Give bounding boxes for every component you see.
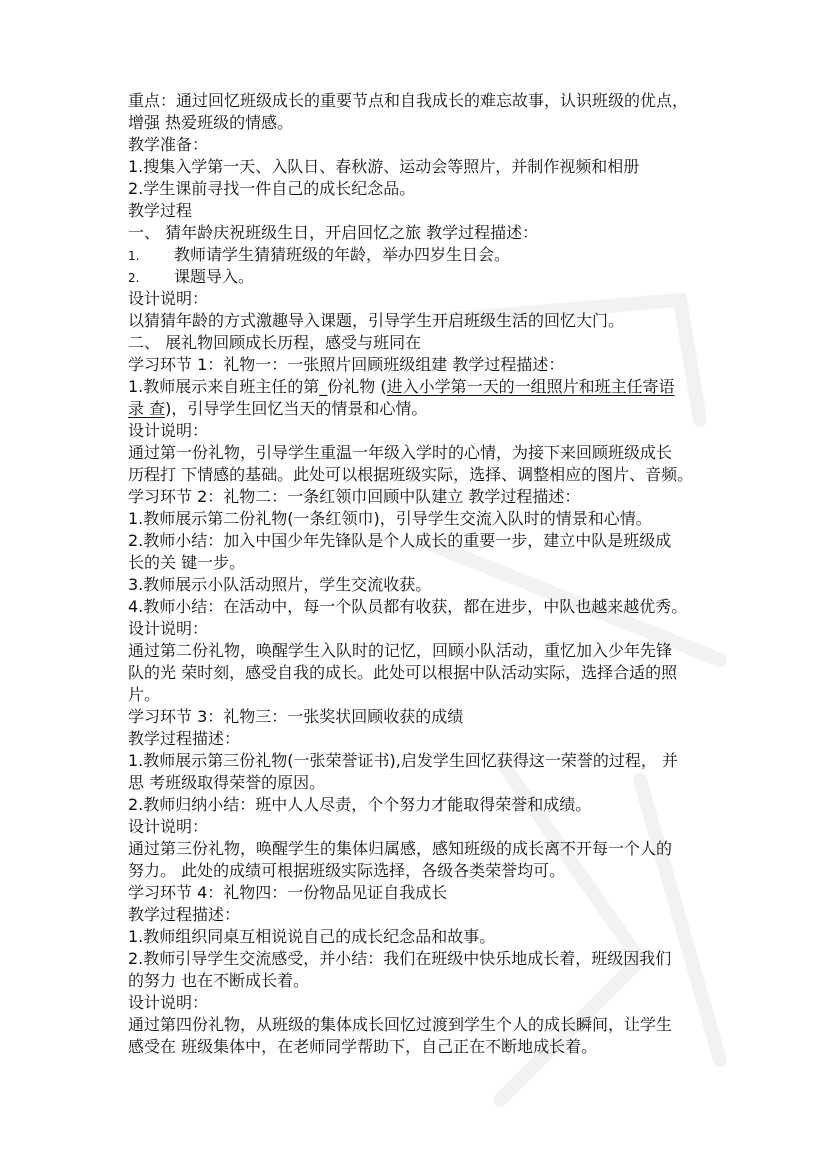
text-line: 1.搜集入学第一天、入队日、春秋游、运动会等照片，并制作视频和相册 [128,157,640,176]
text-line: 设计说明： [128,421,209,440]
text-line: 学习环节 4：礼物四：一份物品见证自我成长 [128,883,448,902]
text-line: 重点：通过回忆班级成长的重要节点和自我成长的难忘故事，认识班级的优点， [128,91,689,110]
text-line: 增强 热爱班级的情感。 [128,113,294,132]
text-line: 教学过程描述： [128,729,241,748]
text-line: 的努力 也在不断成长着。 [128,971,310,990]
text-line: 以猜猜年龄的方式激趣导入课题，引导学生开启班级生活的回忆大门。 [128,311,625,330]
text-line: 二、 展礼物回顾成长历程，感受与班同在 [128,333,422,352]
line-text: )，引导学生回忆当天的情景和心情。 [165,399,428,418]
text-line: 片。 [128,685,161,704]
text-line: 1.教师展示第三份礼物(一张荣誉证书),启发学生回忆获得这一荣誉的过程， 并 [128,751,678,770]
text-line: 教学过程描述： [128,905,241,924]
text-line: 通过第三份礼物，唤醒学生的集体归属感，感知班级的成长离不开每一个人的 [128,839,673,858]
text-line: 学习环节 2：礼物二：一条红领巾回顾中队建立 教学过程描述： [128,487,581,506]
text-line [128,266,254,289]
list-number: 1. [128,249,140,263]
text-line: 队的光 荣时刻，感受自我的成长。此处可以根据中队活动实际，选择合适的照 [128,663,678,682]
text-line: 2.教师小结：加入中国少年先锋队是个人成长的重要一步，建立中队是班级成 [128,531,672,550]
text-line: 教学准备： [128,135,209,154]
text-line: 历程打 下情感的基础。此处可以根据班级实际，选择、调整相应的图片、音频。 [128,465,694,484]
text-line [128,244,510,267]
text-line: 2.教师归纳小结：班中人人尽责，个个努力才能取得荣誉和成绩。 [128,795,592,814]
text-line: 设计说明： [128,619,209,638]
line-text: 1.教师展示来自班主任的第_份礼物 ( [128,377,387,396]
text-line: 通过第一份礼物，引导学生重温一年级入学时的心情，为接下来回顾班级成长 [128,443,673,462]
text-line: 学习环节 1：礼物一：一张照片回顾班级组建 教学过程描述： [128,355,565,374]
text-line: 设计说明： [128,817,209,836]
text-line [128,376,675,398]
text-line: 设计说明： [128,289,209,308]
text-line: 学习环节 3：礼物三：一张奖状回顾收获的成绩 [128,707,464,726]
text-line: 通过第二份礼物，唤醒学生入队时的记忆，回顾小队活动，重忆加入少年先锋 [128,641,673,660]
text-line: 2.学生课前寻找一件自己的成长纪念品。 [128,179,416,198]
text-line [128,398,427,420]
underlined-text: 进入小学第一天的一组照片和班主任寄语 [386,377,675,396]
line-text: 课题导入。 [174,267,255,286]
list-number: 2. [128,271,140,285]
text-line: 2.教师引导学生交流感受，并小结：我们在班级中快乐地成长着，班级因我们 [128,949,672,968]
text-line: 一、 猜年龄庆祝班级生日，开启回忆之旅 教学过程描述： [128,223,539,242]
text-line: 长的关 键一步。 [128,553,246,572]
text-line: 设计说明： [128,993,209,1012]
text-line: 3.教师展示小队活动照片，学生交流收获。 [128,575,432,594]
text-line: 教学过程 [128,201,193,220]
text-line: 1.教师组织同桌互相说说自己的成长纪念品和故事。 [128,927,496,946]
text-line: 感受在 班级集体中，在老师同学帮助下，自己正在不断地成长着。 [128,1037,598,1056]
text-line: 思 考班级取得荣誉的原因。 [128,773,326,792]
text-line: 1.教师展示第二份礼物(一条红领巾)，引导学生交流入队时的情景和心情。 [128,509,652,528]
text-line: 努力。 此处的成绩可根据班级实际选择，各级各类荣誉均可。 [128,861,566,880]
line-text: 教师请学生猜猜班级的年龄，举办四岁生日会。 [174,245,511,264]
text-line: 4.教师小结：在活动中，每一个队员都有收获，都在进步，中队也越来越优秀。 [128,597,688,616]
underlined-text: 录 查 [128,399,166,418]
text-line: 通过第四份礼物，从班级的集体成长回忆过渡到学生个人的成长瞬间，让学生 [128,1015,673,1034]
